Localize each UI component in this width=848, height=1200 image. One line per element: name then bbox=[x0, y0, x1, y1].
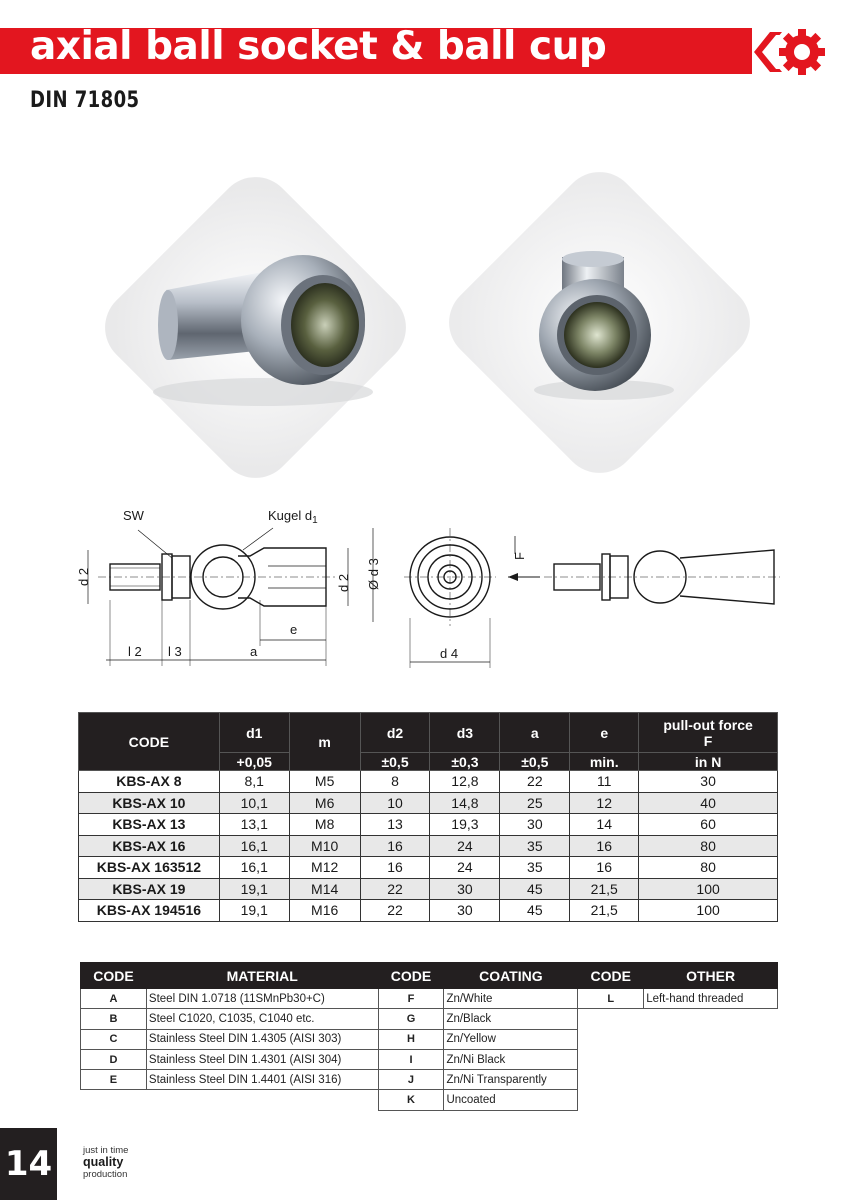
cell-m: M5 bbox=[289, 771, 360, 793]
col-code: CODE bbox=[79, 713, 220, 771]
cell-m: M10 bbox=[289, 835, 360, 857]
cell-e: 16 bbox=[570, 835, 639, 857]
cell-d1: 19,1 bbox=[219, 878, 289, 900]
other-code: L bbox=[578, 989, 644, 1009]
tol-d3: ±0,3 bbox=[430, 753, 500, 771]
page-number: 14 bbox=[0, 1128, 57, 1200]
table-row bbox=[79, 835, 778, 857]
cell-a: 35 bbox=[500, 835, 570, 857]
cell-d2: 22 bbox=[360, 878, 430, 900]
table-row bbox=[79, 771, 778, 793]
table-row bbox=[81, 1009, 778, 1029]
other-name: Left-hand threaded bbox=[644, 989, 778, 1009]
gear-logo-icon bbox=[752, 24, 832, 80]
coating-code: H bbox=[378, 1029, 444, 1049]
col-coating-code: CODE bbox=[378, 963, 444, 989]
cell-a: 35 bbox=[500, 857, 570, 879]
cell-d3: 30 bbox=[430, 900, 500, 922]
cell-f: 30 bbox=[639, 771, 778, 793]
cell-a: 45 bbox=[500, 878, 570, 900]
coating-name: Uncoated bbox=[444, 1090, 578, 1110]
cell-m: M12 bbox=[289, 857, 360, 879]
cell-code: KBS-AX 10 bbox=[79, 792, 220, 814]
material-name: Steel DIN 1.0718 (11SMnPb30+C) bbox=[146, 989, 378, 1009]
col-material: MATERIAL bbox=[146, 963, 378, 989]
material-code: E bbox=[81, 1070, 147, 1090]
table-row bbox=[81, 989, 778, 1009]
empty-cell bbox=[578, 1070, 778, 1090]
cell-e: 11 bbox=[570, 771, 639, 793]
cell-a: 22 bbox=[500, 771, 570, 793]
col-a: a bbox=[500, 713, 570, 753]
coating-name: Zn/White bbox=[444, 989, 578, 1009]
cell-e: 21,5 bbox=[570, 900, 639, 922]
col-coating: COATING bbox=[444, 963, 578, 989]
label-sw: SW bbox=[123, 508, 144, 523]
col-other-code: CODE bbox=[578, 963, 644, 989]
cell-d1: 19,1 bbox=[219, 900, 289, 922]
cell-m: M14 bbox=[289, 878, 360, 900]
tol-d2: ±0,5 bbox=[360, 753, 430, 771]
cell-d1: 10,1 bbox=[219, 792, 289, 814]
cell-f: 100 bbox=[639, 900, 778, 922]
cell-m: M8 bbox=[289, 814, 360, 836]
cell-code: KBS-AX 13 bbox=[79, 814, 220, 836]
material-code: A bbox=[81, 989, 147, 1009]
cell-f: 80 bbox=[639, 835, 778, 857]
tol-pullout: in N bbox=[639, 753, 778, 771]
cell-d3: 24 bbox=[430, 857, 500, 879]
cell-code: KBS-AX 16 bbox=[79, 835, 220, 857]
cell-e: 14 bbox=[570, 814, 639, 836]
footer-tagline bbox=[83, 1145, 128, 1180]
tol-e: min. bbox=[570, 753, 639, 771]
coating-code: I bbox=[378, 1049, 444, 1069]
cell-d1: 8,1 bbox=[219, 771, 289, 793]
cell-e: 16 bbox=[570, 857, 639, 879]
col-d1: d1 bbox=[219, 713, 289, 753]
tagline-line3: production bbox=[83, 1169, 128, 1180]
label-e: e bbox=[290, 622, 298, 637]
cell-e: 12 bbox=[570, 792, 639, 814]
product-photo-side bbox=[88, 160, 423, 495]
cell-m: M16 bbox=[289, 900, 360, 922]
empty-cell bbox=[578, 1029, 778, 1049]
cell-a: 30 bbox=[500, 814, 570, 836]
col-d3: d3 bbox=[430, 713, 500, 753]
cell-d1: 16,1 bbox=[219, 857, 289, 879]
cell-d2: 10 bbox=[360, 792, 430, 814]
cell-d3: 14,8 bbox=[430, 792, 500, 814]
cell-d1: 13,1 bbox=[219, 814, 289, 836]
cell-d2: 16 bbox=[360, 857, 430, 879]
coating-name: Zn/Yellow bbox=[444, 1029, 578, 1049]
col-other: OTHER bbox=[644, 963, 778, 989]
cell-code: KBS-AX 163512 bbox=[79, 857, 220, 879]
table-row bbox=[81, 1029, 778, 1049]
label-f: F bbox=[512, 552, 527, 560]
page-subtitle: DIN 71805 bbox=[30, 88, 140, 113]
table-row bbox=[81, 1090, 778, 1110]
label-d4: d 4 bbox=[440, 646, 459, 661]
table-row bbox=[79, 857, 778, 879]
material-name: Steel C1020, C1035, C1040 etc. bbox=[146, 1009, 378, 1029]
cell-code: KBS-AX 194516 bbox=[79, 900, 220, 922]
cell-d2: 8 bbox=[360, 771, 430, 793]
label-a: a bbox=[250, 644, 258, 659]
table-row bbox=[81, 1070, 778, 1090]
cell-d1: 16,1 bbox=[219, 835, 289, 857]
technical-drawing bbox=[68, 500, 788, 685]
material-code: D bbox=[81, 1049, 147, 1069]
cell-e: 21,5 bbox=[570, 878, 639, 900]
label-l3: l 3 bbox=[168, 644, 182, 659]
label-d3: Ø d 3 bbox=[366, 558, 381, 590]
table-row bbox=[79, 814, 778, 836]
empty-cell bbox=[578, 1090, 778, 1110]
cell-f: 80 bbox=[639, 857, 778, 879]
table-row bbox=[79, 792, 778, 814]
cell-code: KBS-AX 19 bbox=[79, 878, 220, 900]
tol-a: ±0,5 bbox=[500, 753, 570, 771]
label-kugel: Kugel $d_1$ bbox=[268, 508, 318, 526]
table-row bbox=[79, 878, 778, 900]
cell-d3: 19,3 bbox=[430, 814, 500, 836]
coating-name: Zn/Black bbox=[444, 1009, 578, 1029]
tagline-line2: quality bbox=[83, 1155, 124, 1169]
col-material-code: CODE bbox=[81, 963, 147, 989]
cell-d3: 24 bbox=[430, 835, 500, 857]
cell-f: 40 bbox=[639, 792, 778, 814]
coating-name: Zn/Ni Black bbox=[444, 1049, 578, 1069]
label-d2-left: d 2 bbox=[76, 567, 91, 586]
cell-d2: 16 bbox=[360, 835, 430, 857]
cell-a: 45 bbox=[500, 900, 570, 922]
cell-code: KBS-AX 8 bbox=[79, 771, 220, 793]
cell-d2: 13 bbox=[360, 814, 430, 836]
col-d2: d2 bbox=[360, 713, 430, 753]
material-name: Stainless Steel DIN 1.4305 (AISI 303) bbox=[146, 1029, 378, 1049]
material-code: B bbox=[81, 1009, 147, 1029]
coating-name: Zn/Ni Transparently bbox=[444, 1070, 578, 1090]
coating-code: F bbox=[378, 989, 444, 1009]
cell-d3: 30 bbox=[430, 878, 500, 900]
cell-f: 100 bbox=[639, 878, 778, 900]
material-code: C bbox=[81, 1029, 147, 1049]
spec-table bbox=[78, 712, 778, 922]
cell-m: M6 bbox=[289, 792, 360, 814]
material-name: Stainless Steel DIN 1.4301 (AISI 304) bbox=[146, 1049, 378, 1069]
col-e: e bbox=[570, 713, 639, 753]
cell-d3: 12,8 bbox=[430, 771, 500, 793]
coating-code: K bbox=[378, 1090, 444, 1110]
empty-cell bbox=[578, 1009, 778, 1029]
tagline-line1: just in time bbox=[83, 1145, 129, 1156]
label-l2: l 2 bbox=[128, 644, 142, 659]
page-title: axial ball socket & ball cup bbox=[30, 24, 607, 69]
label-d2-right: d 2 bbox=[336, 573, 351, 592]
product-photo-front bbox=[432, 155, 767, 490]
col-pullout: pull-out force F bbox=[639, 713, 778, 753]
cell-a: 25 bbox=[500, 792, 570, 814]
coating-code: J bbox=[378, 1070, 444, 1090]
table-row bbox=[81, 1049, 778, 1069]
cell-f: 60 bbox=[639, 814, 778, 836]
tol-d1: +0,05 bbox=[219, 753, 289, 771]
empty-cell bbox=[578, 1049, 778, 1069]
col-m: m bbox=[289, 713, 360, 771]
cell-d2: 22 bbox=[360, 900, 430, 922]
coating-code: G bbox=[378, 1009, 444, 1029]
table-row bbox=[79, 900, 778, 922]
material-name: Stainless Steel DIN 1.4401 (AISI 316) bbox=[146, 1070, 378, 1090]
options-table bbox=[80, 962, 778, 1111]
empty-cell bbox=[81, 1090, 379, 1110]
